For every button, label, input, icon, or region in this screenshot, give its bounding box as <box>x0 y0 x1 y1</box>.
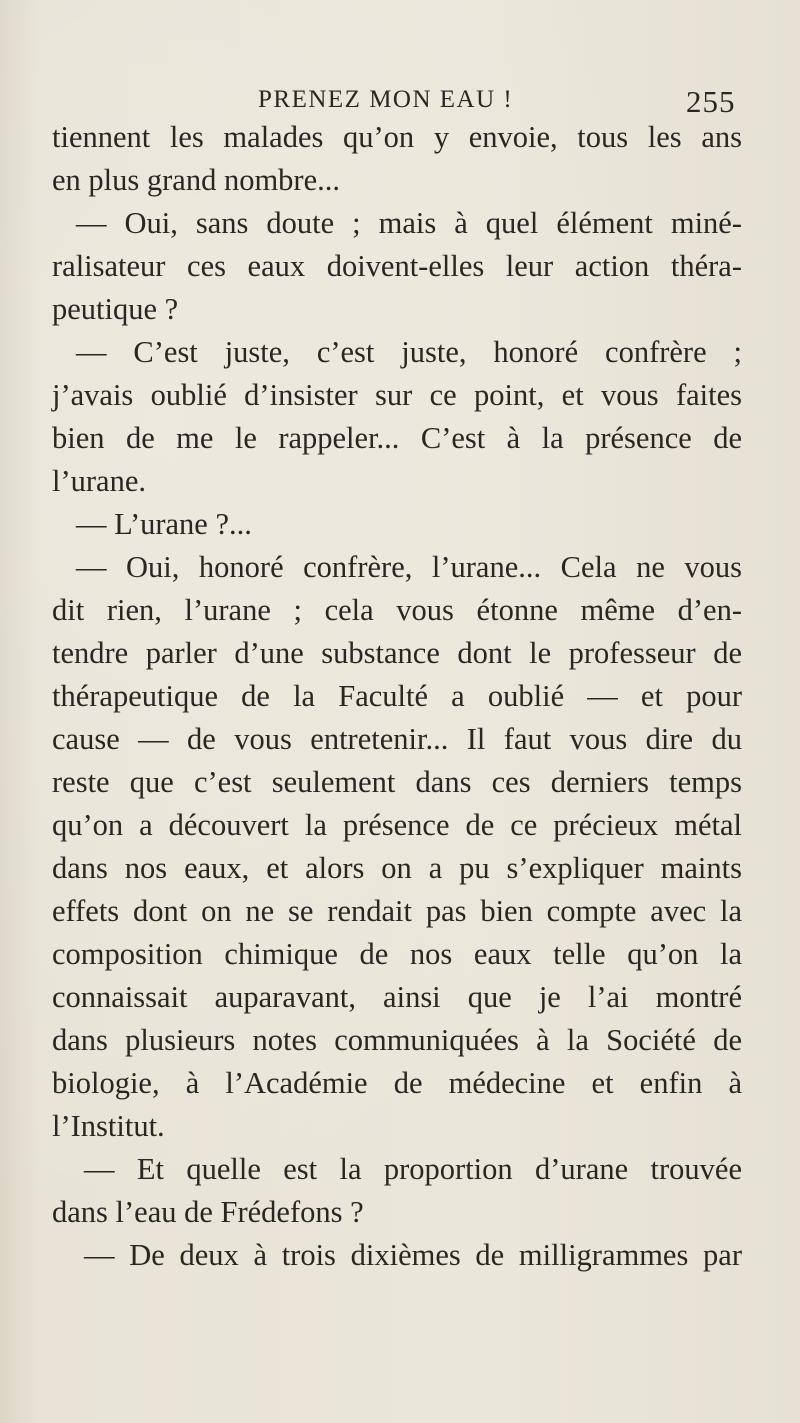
text-line: tendre parler d’une substance dont le professeur de <box>52 636 742 670</box>
text-line: — L’urane ?... <box>76 507 252 541</box>
text-line: ralisateur ces eaux doivent-elles leur action théra- <box>52 249 742 283</box>
text-line: — De deux à trois dixièmes de milligrammes par <box>84 1238 742 1272</box>
text-line: effets dont on ne se rendait pas bien compte avec la <box>52 894 742 928</box>
text-line: composition chimique de nos eaux telle qu’on la <box>52 937 742 971</box>
text-line: — Et quelle est la proportion d’urane trouvée <box>84 1152 742 1186</box>
text-line: qu’on a découvert la présence de ce précieux métal <box>52 808 742 842</box>
text-line: connaissait auparavant, ainsi que je l’ai montré <box>52 980 742 1014</box>
page-number: 255 <box>686 84 736 119</box>
text-line: l’Institut. <box>52 1109 165 1143</box>
text-line: bien de me le rappeler... C’est à la présence de <box>52 421 742 455</box>
text-line: dit rien, l’urane ; cela vous étonne même d’en- <box>52 593 742 627</box>
text-line: tiennent les malades qu’on y envoie, tous les ans <box>52 120 742 154</box>
text-line: cause — de vous entretenir... Il faut vous dire du <box>52 722 742 756</box>
text-line: peutique ? <box>52 292 179 326</box>
text-line: en plus grand nombre... <box>52 163 340 197</box>
text-line: — Oui, honoré confrère, l’urane... Cela ne vous <box>76 550 742 584</box>
text-line: l’urane. <box>52 464 146 498</box>
text-line: — Oui, sans doute ; mais à quel élément miné- <box>76 206 742 240</box>
body-text <box>52 116 742 1277</box>
text-line: dans l’eau de Frédefons ? <box>52 1195 364 1229</box>
text-line: dans nos eaux, et alors on a pu s’expliquer maints <box>52 851 742 885</box>
text-line: dans plusieurs notes communiquées à la Société de <box>52 1023 742 1057</box>
running-title: PRENEZ MON EAU ! <box>258 86 514 113</box>
text-line: thérapeutique de la Faculté a oublié — et pour <box>52 679 742 713</box>
text-line: — C’est juste, c’est juste, honoré confrère ; <box>76 335 742 369</box>
text-line: biologie, à l’Académie de médecine et enfin à <box>52 1066 742 1100</box>
text-line: reste que c’est seulement dans ces derniers temps <box>52 765 742 799</box>
text-line: j’avais oublié d’insister sur ce point, et vous faites <box>52 378 742 412</box>
